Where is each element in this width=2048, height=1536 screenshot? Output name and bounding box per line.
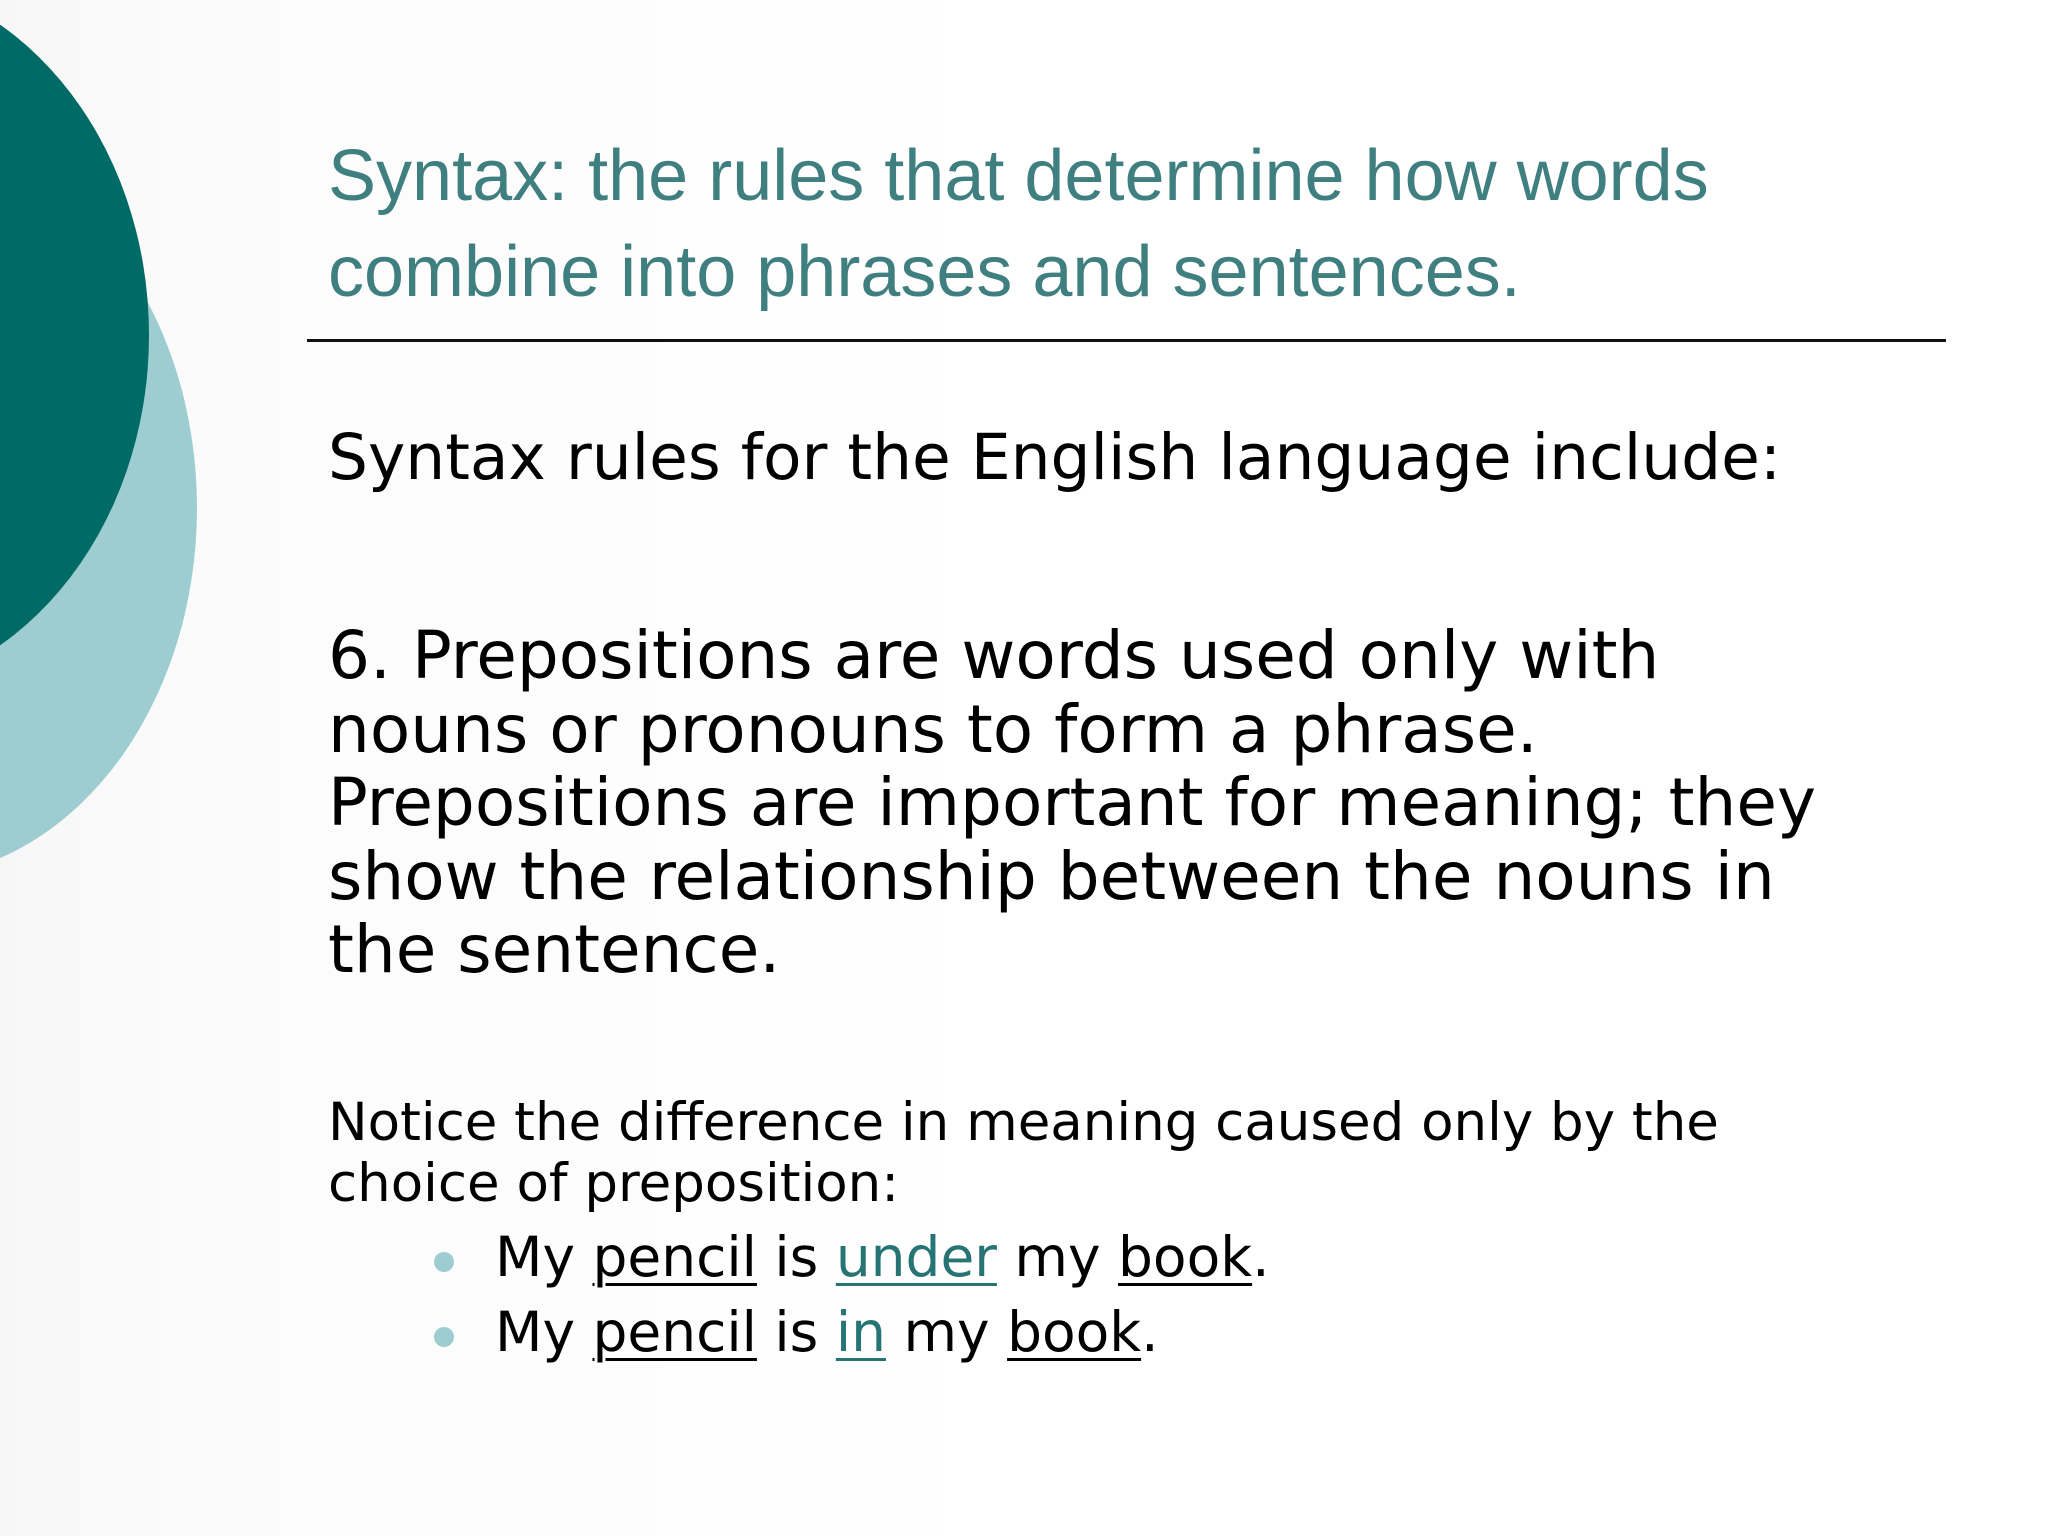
- explanation-line: the sentence.: [328, 911, 781, 988]
- underlined-noun-book: book: [1118, 1225, 1253, 1289]
- title-divider: [307, 339, 1946, 342]
- explanation-line: 6. Prepositions are words used only with: [328, 617, 1660, 694]
- bullet-icon: [434, 1327, 454, 1347]
- bullet-icon: [434, 1252, 454, 1272]
- preposition-examples: [420, 1220, 1270, 1370]
- example-sentence: [420, 1295, 1270, 1370]
- sentence-middle: is: [756, 1225, 836, 1289]
- example-sentence: [420, 1220, 1270, 1295]
- notice-line: choice of preposition:: [328, 1153, 900, 1214]
- syntax-rules-intro: Syntax rules for the English language include:: [328, 421, 1782, 494]
- explanation-line: Prepositions are important for meaning; they: [328, 764, 1817, 841]
- slide-title-line: Syntax: the rules that determine how words: [328, 136, 1709, 216]
- preposition-under: under: [835, 1225, 997, 1289]
- slide-title: [328, 128, 1968, 320]
- underlined-noun-book: book: [1007, 1300, 1142, 1364]
- sentence-after-preposition: my: [996, 1225, 1119, 1289]
- sentence-middle: is: [756, 1300, 836, 1364]
- preposition-in: in: [835, 1300, 886, 1364]
- notice-line: Notice the difference in meaning caused only by the: [328, 1092, 1719, 1153]
- sentence-start: My: [495, 1300, 593, 1364]
- explanation-line: show the relationship between the nouns in: [328, 837, 1775, 915]
- underlined-noun-pencil: pencil: [592, 1300, 757, 1364]
- underlined-noun-pencil: pencil: [592, 1225, 757, 1289]
- sentence-after-preposition: my: [885, 1300, 1008, 1364]
- explanation-line: nouns or pronouns to form a phrase.: [328, 690, 1538, 768]
- sentence-period: .: [1252, 1225, 1270, 1289]
- sentence-period: .: [1141, 1300, 1159, 1364]
- slide-title-line: combine into phrases and sentences.: [328, 232, 1521, 312]
- sentence-start: My: [495, 1225, 593, 1289]
- prepositions-explanation: [328, 619, 2008, 987]
- meaning-notice: [328, 1092, 2008, 1214]
